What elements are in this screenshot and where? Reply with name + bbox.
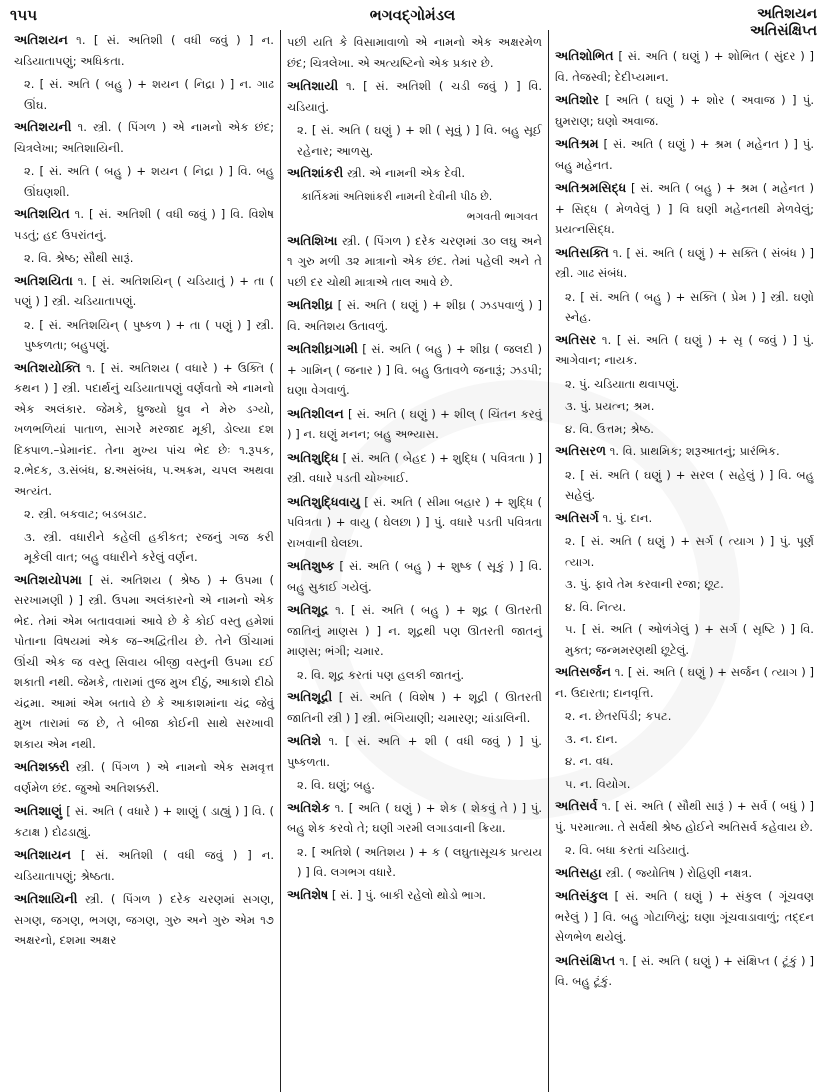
dictionary-entry (287, 687, 542, 728)
sense-text: [ સં. અતિ ( ઘણું ) + શીઘ્ર ( ઝડપવાળું ) ] વિ. અતિશય ઉતાવળું. (287, 298, 542, 333)
usage-quote: કાર્તિકમાં અતિશાંકરી નામની દેવીની પીઠ છે. (301, 189, 493, 203)
headword: અતિશયની (14, 119, 72, 134)
sense-text: [ સં. અતિ ( બેહદ ) + શુદ્ધિ ( પવિત્રતા ) ] સ્ત્રી. વધારે પડતી ચોખ્ખાઈ. (287, 450, 543, 485)
headword: અતિસર્ગ (555, 509, 599, 525)
sense-text: ૪. વિ. ઉત્તમ; શ્રેષ્ઠ. (565, 421, 654, 436)
dictionary-entry (287, 295, 542, 336)
sense-text: ૨. [ સં. અતિ ( ઘણું ) + સરલ ( સહેલું ) ] વિ. બહુ સહેલું. (565, 467, 814, 502)
sense-text: ૧. [ સં. અતિ ( ઘણું ) + સંક્ષિપ્ત ( ટૂંકું ) ] વિ. બહુ ટૂંકું. (555, 953, 814, 988)
sense-text: [ સં. અતિ ( વધારે ) + શાણું ( ડાહ્યું ) ] વિ. ( કટાક્ષ ) દોઢડાહ્યું. (14, 804, 274, 839)
dictionary-entry (14, 30, 274, 71)
dictionary-entry (14, 204, 274, 245)
sense-text: ૧. [ સં. અતિશયિન્ ( ચડિયાતું ) + તા ( પણું ) ] સ્ત્રી. ચડિયાતાપણું. (14, 273, 274, 308)
headword: અતિશે (287, 733, 322, 748)
headword: અતિશયોક્તિ (14, 359, 81, 375)
sense-text: ૨. [ સં. અતિ ( ઘણું ) + શી ( સૂવું ) ] વિ. બહુ સૂઈ રહેનાર; આળસુ. (297, 123, 542, 158)
headword: અતિશીઘ્ર (287, 297, 334, 312)
sense-text: ૨. વિ. શ્રેષ્ઠ; સૌથી સારૂં. (24, 251, 134, 265)
sense-text: ૩. સ્ત્રી. વધારીને કહેલી હકીકત; રજનું ગજ કરી મૂકેલી વાત; બહુ વધારીને કરેલું વર્ણન. (24, 529, 274, 564)
sense-text: ૨. [ સં. અતિ ( ઘણું ) + સર્ગ ( ત્યાગ ) ] પું. પૂર્ણ ત્યાગ. (565, 534, 814, 569)
headword: અતિસંક્ષિપ્ત (555, 952, 616, 968)
sense-text: ૧. [ સં. અતિશય ( વધારે ) + ઉક્તિ ( કથન ) ] સ્ત્રી. પદાર્થનું ચડિયાતાપણું વર્ણવતો એ નામનો એક અલંકાર. જેમકે, ધ્રુજ્યો ધ્રુવ ને મેરુ ડગ્યો, ખળભળિયાં પાતાળ, સાગરે મરજાદ મૂકી, ડોલ્યા દશ દિક્પાળ.–પ્રેમાનંદ. તેના મુખ્ય પાંચ ભેદ છેઃ ૧.રૂપક, ૨.ભેદક, ૩.સંબંધ, ૪.અસંબંધ, ૫.અક્રમ, ચપલ અથવા અત્યંત. (14, 360, 275, 498)
sense-text: સ્ત્રી. ( જ્યોતિષ ) રોહિણી નક્ષત્ર. (605, 865, 753, 880)
headword: અતિશયોપમા (14, 571, 82, 587)
dictionary-entry (555, 178, 814, 240)
headword: અતિશાયન (14, 847, 71, 862)
sense-text: [ અતિ ( ઘણું ) + શોર ( અવાજ ) ] પું. ઘુમરાણ; ઘણો અવાજ. (555, 93, 815, 128)
dictionary-entry (555, 90, 814, 131)
sense-text: ૧. [ સં. અતિ + શી ( વધી જવું ) ] પું. પુષ્કળતા. (287, 734, 542, 769)
dictionary-entry (14, 757, 274, 798)
quote-source: ભગવતી ભાગવત (466, 210, 538, 223)
sense-text: ૩. ન. દાન. (565, 731, 618, 746)
dictionary-entry (555, 508, 814, 529)
headword: અતિશયન (14, 32, 68, 47)
dictionary-entry (14, 358, 274, 502)
sense-text: [ સં. ] પું. બાકી રહેલો થોડો ભાગ. (331, 887, 486, 902)
book-title: ભગવદ્ગોમંડલ (369, 6, 456, 24)
sense-text: સ્ત્રી. ( પિંગળ ) દરેક ચરણમાં ૩૦ લઘુ અને ૧ ગુરુ મળી ૩૨ માત્રાનો એક છંદ. તેમાં પહેલી અને તે પછી દર ચોથી માત્રાએ તાલ આવે છે. (287, 233, 543, 289)
headword: અતિસર (555, 331, 597, 347)
headword: અતિશૂદ્રી (287, 689, 333, 704)
headword: અતિશુદ્ધિવાયુ (287, 493, 360, 509)
sense-text: ૪. ન. વધ. (565, 754, 614, 768)
headword: અતિશુષ્ક (287, 558, 335, 573)
sense-text: ૨. [ સં. અતિ ( બહુ ) + શયન ( નિદ્રા ) ] વિ. બહુ ઊંઘણશી. (24, 164, 274, 199)
sense-text: [ સં. અતિ ( ઘણું ) + શ્રમ ( મહેનત ) ] પું. બહુ મહેનત. (555, 137, 815, 172)
sense-text: ૧. પું. દાન. (602, 510, 653, 525)
headword: અતિસહા (555, 864, 602, 880)
sense-text: ૫. ન. વિયોગ. (565, 776, 631, 791)
dictionary-entry (555, 796, 814, 837)
sense-text: [ સં. અતિ ( સીમા બહાર ) + શુદ્ધિ ( પવિત્રતા ) + વાયુ ( ઘેલછા ) ] પું. વધારે પડતી પવિત્રતા રાખવાની ઘેલછા. (287, 494, 542, 550)
column-1 (8, 30, 280, 1092)
sense-text: ૧. [ સં. અતિ ( સૌથી સારૂં ) + સર્વ ( બધું ) ] પું. પરમાત્મા. તે સર્વથી શ્રેષ્ઠ હોઈને અતિસર્વ કહેવાય છે. (555, 799, 814, 834)
headword: અતિશૂદ્ર (287, 602, 329, 617)
sense-text: ૧. [ સં. અતિ ( બહુ ) + શૂદ્ર ( ઊતરતી જાતિનું માણસ ) ] ન. શૂદ્રથી પણ ઊતરતી જાતનું માણસ; ભંગી; ચમાર. (287, 603, 543, 658)
sense-text: ૨. વિ. ઘણું; બહુ. (297, 778, 375, 792)
sense-text: [ સં. અતિ ( બહુ ) + શીઘ્ર ( જલદી ) + ગામિન્ ( જનાર ) ] વિ. બહુ ઉતાવળે જનારૂં; ઝડપી; ઘણા વેગવાળું. (287, 342, 542, 397)
headword: અતિસર્વ (555, 798, 598, 813)
dictionary-entry (287, 492, 542, 554)
sense-text: ૧. [ સં. અતિશી ( ચડી જવું ) ] વિ. ચડિયાતું. (287, 79, 542, 114)
headword: અતિશિખા (287, 232, 338, 248)
dictionary-entry (287, 448, 542, 489)
sense-text: ૨. [ સં. અતિશયિન્ ( પુષ્કળ ) + તા ( પણું ) ] સ્ત્રી. પુષ્કળતા; બહુપણું. (24, 317, 274, 352)
sense-text: [ સં. અતિ ( બહુ ) + શુષ્ક ( સૂકું ) ] વિ. બહુ સુકાઈ ગયેલું. (287, 559, 543, 594)
dictionary-entry (14, 117, 274, 158)
guide-word-last: અતિસંક્ષિપ્ત (749, 23, 817, 39)
dictionary-entry (555, 46, 814, 87)
sense-text: ૧. સ્ત્રી. ( પિંગળ ) એ નામનો એક છંદ; ચિત્રલેખા; અતિશાયિની. (14, 120, 274, 155)
dictionary-entry (287, 556, 542, 597)
sense-text: ૨. પું. ચડિયાતા થવાપણું. (565, 376, 680, 391)
sense-text: ૨. [ અતિશે ( અતિશય ) + ક ( લઘુતાસૂચક પ્રત્યય ) ] વિ. લગભગ વધારે. (297, 844, 542, 879)
sense-text: ૨. વિ. બધા કરતાં ચડિયાતું. (565, 843, 690, 857)
column-3 (548, 30, 820, 1092)
sense-text: ૪. વિ. નિત્ય. (565, 599, 627, 614)
dictionary-entry (287, 231, 542, 293)
headword: અતિશુદ્ધિ (287, 449, 339, 465)
headword: અતિશક્કરી (14, 759, 70, 774)
dictionary-entry (287, 404, 542, 445)
dictionary-entry (287, 600, 542, 662)
sense-text: [ સં. અતિ ( ઘણું ) + શીલ્ ( ચિંતન કરવું ) ] ન. ઘણું મનન; બહુ અભ્યાસ. (287, 406, 542, 441)
sense-text: ૧. [ સં. અતિ ( ઘણું ) + સર્જન ( ત્યાગ ) ] ન. ઉદારતા; દાનવૃત્તિ. (555, 665, 814, 700)
sense-text: [ સં. અતિ ( ઘણું ) + સંકુલ ( ગૂંચવણ ભરેલું ) ] વિ. બહુ ગોટાળિયું; ઘણા ગૂંચવાડાવાળું; તદ્દન સેળભેળ થયેલું. (555, 889, 814, 944)
dictionary-entry (555, 863, 814, 884)
dictionary-entry (555, 243, 814, 284)
dictionary-columns (8, 30, 820, 1092)
dictionary-entry (287, 163, 542, 184)
dictionary-entry (555, 886, 814, 948)
dictionary-entry (287, 339, 542, 401)
sense-text: ૧. [ સં. અતિશી ( વધી જવું ) ] ન. ચડિયાતાપણું; અધિકતા. (14, 33, 274, 68)
sense-text: સ્ત્રી. ( પિંગળ ) એ નામનો એક સમવૃત્ત વર્ણમેળ છંદ. જુઓ અતિશક્કરી. (14, 760, 274, 795)
sense-text: ૧. [ સં. અતિશી ( વધી જવું ) ] વિ. વિશેષ પડતું; હદ ઉપરાંતનું. (14, 207, 274, 242)
dictionary-entry (14, 845, 274, 886)
page-number: ૧૫૫ (10, 6, 38, 24)
headword: અતિશયિત (14, 206, 70, 221)
sense-text: [ સં. અતિ ( ઘણું ) + શોભિત ( સુંદર ) ] વિ. તેજસ્વી; દેદીપ્યમાન. (555, 49, 814, 84)
dictionary-entry (555, 441, 814, 462)
dictionary-entry (14, 801, 274, 842)
sense-text: સ્ત્રી. એ નામની એક દેવી. (346, 166, 466, 180)
headword: અતિશાયિની (14, 891, 78, 906)
headword: અતિસક્તિ (555, 244, 609, 260)
headword: અતિશીલન (287, 405, 344, 421)
dictionary-entry (287, 731, 542, 772)
dictionary-entry (14, 889, 274, 951)
sense-text: ૧. વિ. પ્રાથમિક; શરૂઆતનું; પ્રારંભિક. (609, 444, 780, 458)
dictionary-entry (287, 885, 542, 906)
headword: અતિશોર (555, 92, 599, 107)
sense-text: ૫. [ સં. અતિ ( ઓળંગેલું ) + સર્ગ ( સૃષ્ટિ ) ] વિ. મુક્ત; જન્મમરણથી છૂટેલું. (565, 622, 814, 657)
sense-text: [ સં. અતિ ( બહુ ) + શ્રમ ( મહેનત ) + સિદ્ધ ( મેળવેલું ) ] વિ ઘણી મહેનતથી મેળવેલું; પ્રયત્નસિદ્ધ. (555, 181, 814, 236)
dictionary-entry (14, 570, 274, 755)
sense-text: ૧. [ સં. અતિ ( ઘણું ) + સૃ ( જવું ) ] પું. આગેવાન; નાયક. (555, 332, 815, 367)
headword: અતિશ્રમ (555, 136, 599, 151)
sense-text: [ સં. અતિ ( વિશેષ ) + શૂદ્રી ( ઊતરતી જાતિની સ્ત્રી ) ] સ્ત્રી. ભંગિયાણી; ચમારણ; ચાંડાલિની. (287, 690, 542, 725)
sense-text: [ સં. અતિશય ( શ્રેષ્ઠ ) + ઉપમા ( સરખામણી ) ] સ્ત્રી. ઉપમા અલંકારનો એ નામનો એક ભેદ. તેમાં એમ બતાવવામાં આવે છે કે કોઈ વસ્તુ હમેશાં પોતાના વિષયમાં એક જ–અદ્વિતીય છે. તેને ઊંચામાં ઊંચી એક જ વસ્તુ સિવાય બીજી વસ્તુની ઉપમા દઈ શકાતી નથી. જેમકે, તારામાં તુજ મુખ દીઠું, આકાશે દીઠો ચંદ્રમા. આમાં એમ બતાવે છે કે આકાશમાંના ચંદ્ર જેવું મુખ તારામાં જ છે, તે બીજા કોઈની સાથે સરખાવી શકાય એમ નથી. (14, 572, 275, 751)
headword: અતિશ્રમસિદ્ધ (555, 180, 627, 195)
sense-text: ૨. [ સં. અતિ ( બહુ ) + શયન ( નિદ્રા ) ] ન. ગાઢ ઊંઘ. (24, 77, 274, 112)
dictionary-entry (555, 951, 814, 992)
dictionary-entry (555, 662, 814, 703)
entry-continuation: પછી યતિ કે વિસામાવાળો એ નામનો એક અક્ષરમેળ છંદ; ચિત્રલેખા. એ અત્યષ્ટિનો એક પ્રકાર છે. (287, 35, 542, 70)
headword: અતિશીઘ્રગામી (287, 341, 358, 356)
headword: અતિશાણું (14, 803, 63, 818)
dictionary-entry (555, 330, 814, 371)
headword: અતિશાંકરી (287, 165, 344, 180)
guide-word-first: અતિશયન (757, 6, 817, 22)
headword: અતિશયિતા (14, 272, 73, 288)
dictionary-entry (14, 271, 274, 312)
sense-text: ૨. [ સં. અતિ ( બહુ ) + સક્તિ ( પ્રેમ ) ] સ્ત્રી. ઘણો સ્નેહ. (565, 289, 814, 324)
headword: અતિસરળ (555, 443, 607, 458)
headword: અતિશેક (287, 799, 331, 815)
sense-text: [ સં. અતિશી ( વધી જવું ) ] ન. ચડિયાતાપણું; શ્રેષ્ઠતા. (14, 848, 275, 883)
sense-text: ૩. પું. ફાવે તેમ કરવાની રજા; છૂટ. (565, 577, 724, 591)
sense-text: ૨. સ્ત્રી. બકવાટ; બડબડાટ. (24, 507, 147, 521)
sense-text: ૩. પું. પ્રયત્ન; શ્રમ. (565, 399, 655, 413)
dictionary-entry (287, 76, 542, 117)
sense-text: ૧. [ સં. અતિ ( ઘણું ) + સક્તિ ( સંબંધ ) ] સ્ત્રી. ગાઢ સંબંધ. (555, 245, 814, 280)
dictionary-entry (287, 798, 542, 839)
headword: અતિશાયી (287, 78, 339, 93)
headword: અતિસર્જન (555, 664, 611, 679)
sense-text: ૨. વિ. શૂદ્ર કરતાં પણ હલકી જાતનું. (297, 667, 465, 682)
headword: અતિશેષ (287, 886, 329, 902)
sense-text: ૨. ન. છેતરપિંડી; કપટ. (565, 709, 672, 723)
headword: અતિસંકુલ (555, 888, 609, 903)
headword: અતિશોભિત (555, 48, 614, 63)
sense-text: ૧. [ અતિ ( ઘણું ) + શેક ( શેકવું તે ) ] પું. બહુ શેક કરવો તે; ઘણી ગરમી લગાડવાની ક્રિયા. (287, 800, 543, 835)
column-2 (280, 30, 548, 1092)
sense-text: સ્ત્રી. ( પિંગળ ) દરેક ચરણમાં સગણ, સગણ, જગણ, ભગણ, જગણ, ગુરુ અને ગુરુ એમ ૧૭ અક્ષરનો, દશમા અક્ષર (14, 892, 275, 947)
dictionary-entry (555, 134, 814, 175)
